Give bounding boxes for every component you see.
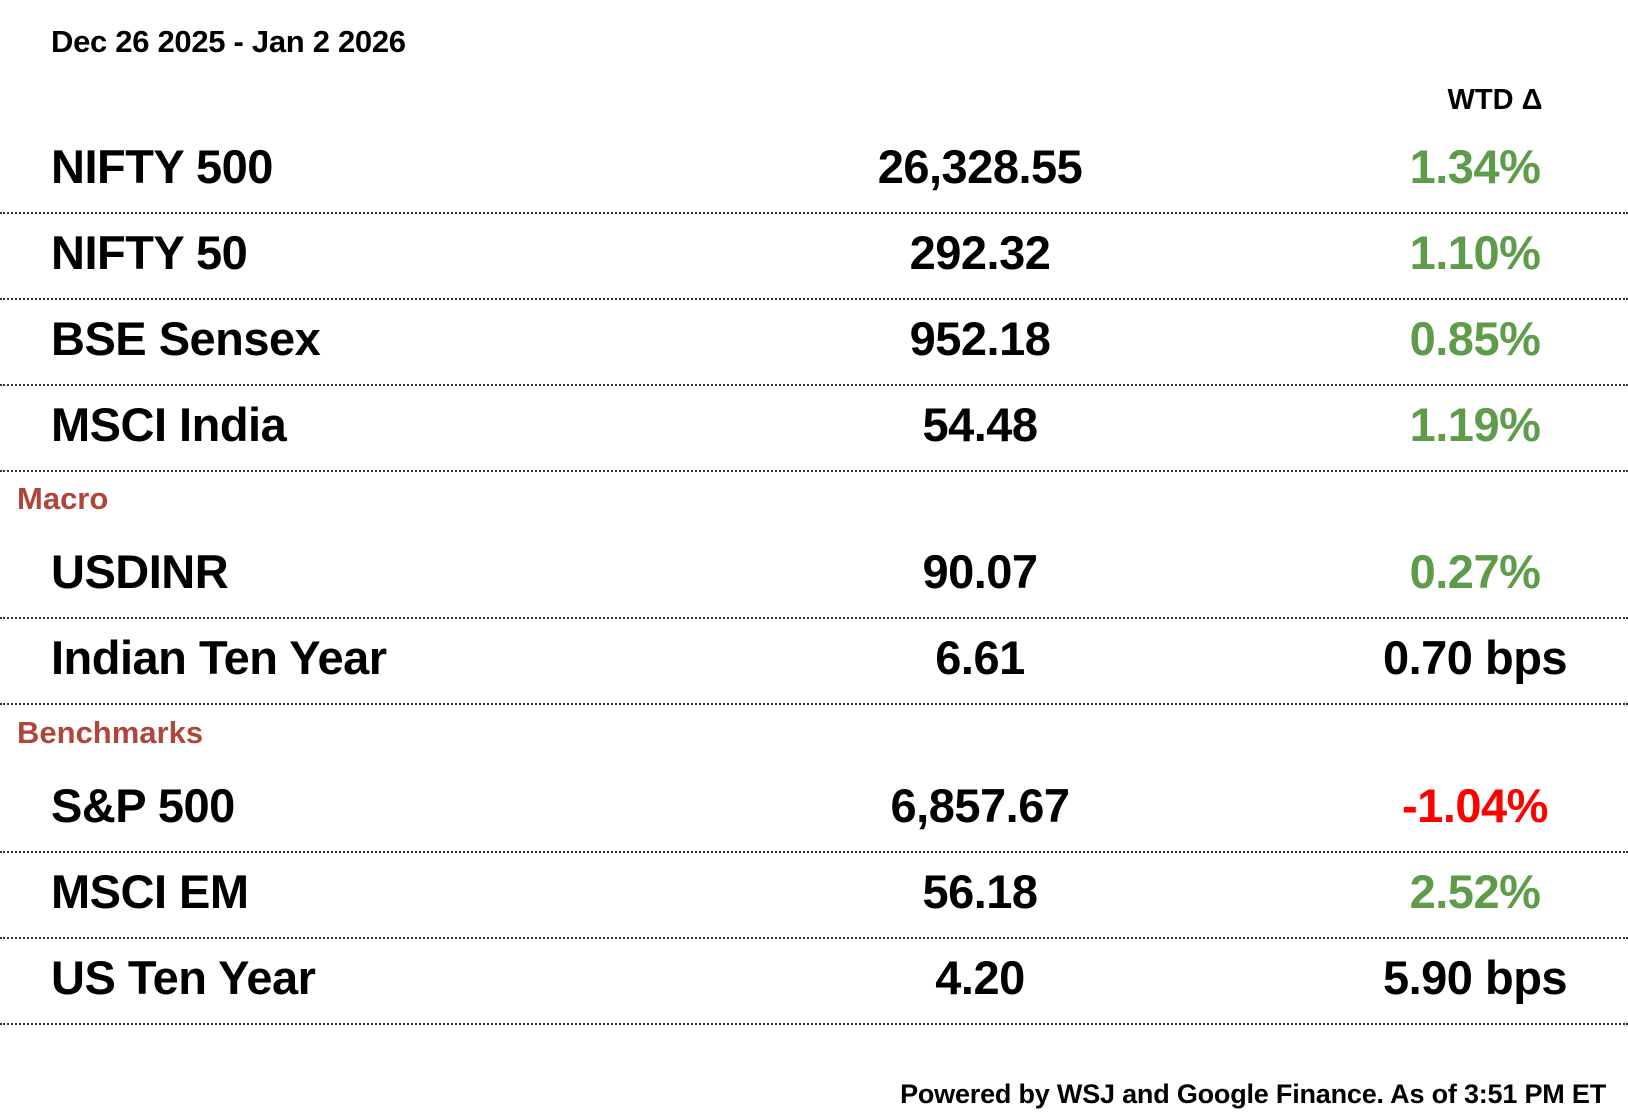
row-name: S&P 500 (51, 779, 235, 832)
row-change: 5.90 bps (1382, 951, 1568, 1004)
table-row (0, 527, 1628, 619)
row-value: 6,857.67 (890, 779, 1070, 832)
table-row (0, 847, 1628, 939)
row-change: 0.70 bps (1382, 631, 1568, 684)
table-row (0, 122, 1628, 214)
row-change: 2.52% (1409, 865, 1541, 918)
row-name: NIFTY 50 (51, 226, 248, 279)
section-label-benchmarks: Benchmarks (17, 715, 204, 750)
table-row (0, 933, 1628, 1025)
table-row (0, 380, 1628, 472)
row-value: 54.48 (922, 398, 1038, 451)
row-change: 0.27% (1409, 545, 1541, 598)
row-name: Indian Ten Year (51, 631, 387, 684)
row-change: 1.10% (1409, 226, 1541, 279)
date-range: Dec 26 2025 - Jan 2 2026 (51, 24, 406, 59)
row-name: BSE Sensex (51, 312, 321, 365)
row-value: 4.20 (935, 951, 1025, 1004)
row-name: US Ten Year (51, 951, 316, 1004)
row-change: -1.04% (1402, 779, 1548, 832)
row-value: 6.61 (935, 631, 1025, 684)
row-name: USDINR (51, 545, 229, 598)
row-value: 292.32 (909, 226, 1051, 279)
table-row (0, 613, 1628, 705)
table-row (0, 294, 1628, 386)
row-name: MSCI India (51, 398, 287, 451)
row-name: MSCI EM (51, 865, 249, 918)
section-label-macro: Macro (17, 481, 109, 516)
row-change: 1.19% (1409, 398, 1541, 451)
row-value: 90.07 (922, 545, 1038, 598)
row-change: 0.85% (1409, 312, 1541, 365)
row-value: 56.18 (922, 865, 1038, 918)
wtd-change-header: WTD Δ (1447, 84, 1543, 116)
table-row (0, 208, 1628, 300)
row-change: 1.34% (1409, 140, 1541, 193)
row-name: NIFTY 500 (51, 140, 273, 193)
attribution-footer: Powered by WSJ and Google Finance. As of 3:51 PM ET (900, 1079, 1606, 1109)
row-value: 26,328.55 (877, 140, 1083, 193)
table-row (0, 761, 1628, 853)
row-value: 952.18 (909, 312, 1051, 365)
